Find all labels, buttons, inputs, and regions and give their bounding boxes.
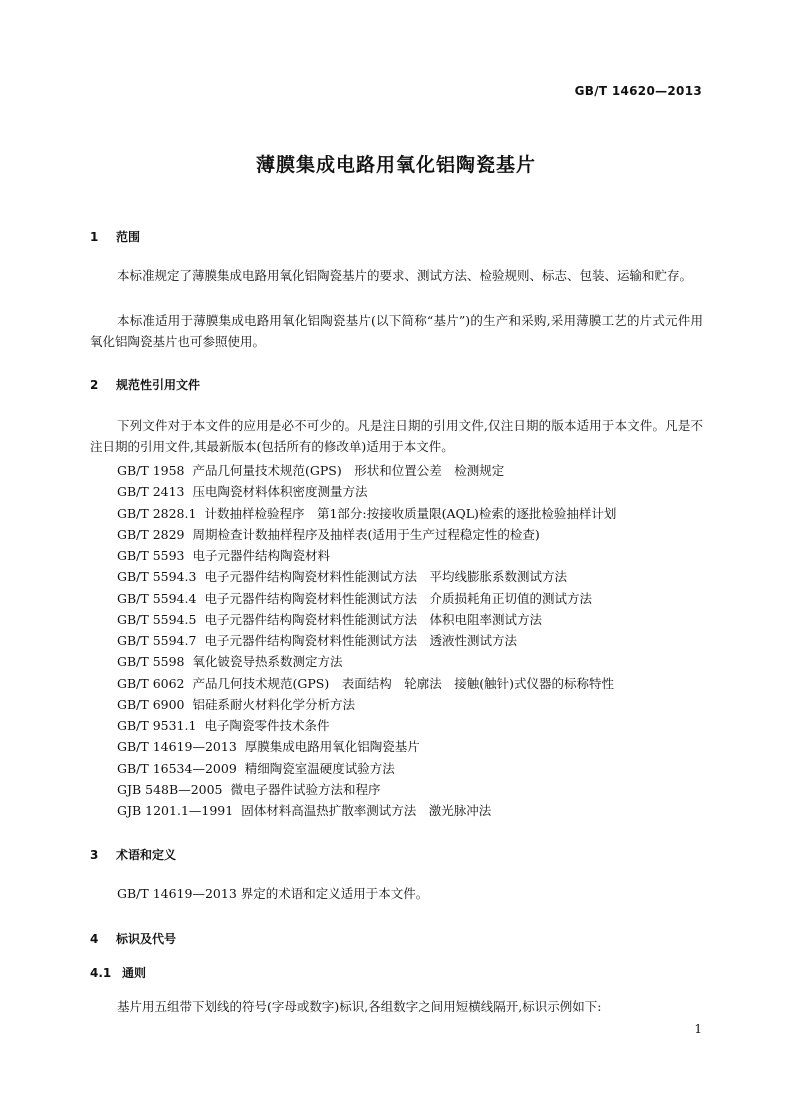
reference-item — [117, 588, 616, 609]
reference-code: GB/T 5594.5 — [117, 611, 197, 627]
section-number: 4.1 — [90, 966, 112, 980]
reference-title: 精细陶瓷室温硬度试验方法 — [244, 760, 395, 776]
reference-title: 电子元器件结构陶瓷材料性能测试方法 介质损耗角正切值的测试方法 — [204, 590, 592, 606]
section-number: 2 — [90, 378, 99, 392]
reference-title: 压电陶瓷材料体积密度测量方法 — [192, 484, 368, 500]
section-3-paragraph: GB/T 14619—2013 界定的术语和定义适用于本文件。 — [117, 886, 429, 901]
reference-title: 电子元器件结构陶瓷材料 — [192, 548, 331, 563]
reference-code: GB/T 2413 — [117, 484, 185, 500]
section-title: 术语和定义 — [116, 848, 177, 862]
reference-title: 铝硅系耐火材料化学分析方法 — [192, 696, 356, 712]
reference-title: 电子元器件结构陶瓷材料性能测试方法 体积电阻率测试方法 — [204, 611, 542, 627]
reference-title: 氧化铍瓷导热系数测定方法 — [192, 654, 343, 670]
section-3-heading — [90, 846, 176, 863]
reference-code: GB/T 5593 — [117, 548, 185, 563]
section-1-paragraph-2: 本标准适用于薄膜集成电路用氧化铝陶瓷基片(以下简称“基片”)的生产和采购,采用薄膜工艺的片式元件用氧化铝陶瓷基片也可参照使用。 — [90, 313, 703, 349]
reference-code: GB/T 5598 — [117, 654, 185, 670]
reference-code: GB/T 5594.7 — [117, 633, 197, 648]
reference-code: GB/T 5594.3 — [117, 569, 197, 585]
reference-item — [117, 545, 616, 566]
reference-code: GB/T 5594.4 — [117, 590, 197, 606]
reference-title: 微电子器件试验方法和程序 — [230, 781, 381, 797]
reference-title: 产品几何技术规范(GPS) 表面结构 轮廓法 接触(触针)式仪器的标称特性 — [192, 675, 614, 691]
reference-list — [117, 460, 616, 821]
reference-title: 电子元器件结构陶瓷材料性能测试方法 平均线膨胀系数测试方法 — [204, 569, 567, 585]
section-2-heading — [90, 376, 200, 393]
reference-item — [117, 609, 616, 630]
section-4-1-heading — [90, 964, 146, 981]
section-4-1-paragraph: 基片用五组带下划线的符号(字母或数字)标识,各组数字之间用短横线隔开,标识示例如下: — [117, 999, 602, 1014]
section-1-heading — [90, 228, 140, 245]
reference-item — [117, 673, 616, 694]
section-2-intro: 下列文件对于本文件的应用是必不可少的。凡是注日期的引用文件,仅注日期的版本适用于本文件。凡是不注日期的引用文件,其最新版本(包括所有的修改单)适用于本文件。 — [90, 418, 703, 454]
reference-item — [117, 566, 616, 587]
reference-code: GB/T 6062 — [117, 675, 185, 691]
document-title: 薄膜集成电路用氧化铝陶瓷基片 — [255, 154, 536, 176]
page-number: 1 — [694, 1022, 702, 1036]
reference-title: 固体材料高温热扩散率测试方法 激光脉冲法 — [241, 803, 492, 818]
reference-item — [117, 460, 616, 481]
reference-title: 计数抽样检验程序 第1部分:按接收质量限(AQL)检索的逐批检验抽样计划 — [204, 505, 617, 521]
reference-code: GB/T 6900 — [117, 696, 185, 712]
reference-item — [117, 779, 616, 800]
reference-item — [117, 758, 616, 779]
section-number: 1 — [90, 230, 99, 244]
reference-item — [117, 524, 616, 545]
reference-code: GB/T 9531.1 — [117, 718, 197, 733]
reference-code: GB/T 1958 — [117, 463, 185, 478]
reference-item — [117, 736, 616, 757]
section-title: 标识及代号 — [116, 932, 177, 946]
reference-code: GJB 548B—2005 — [117, 781, 223, 797]
reference-code: GB/T 2828.1 — [117, 505, 197, 521]
section-4-heading — [90, 930, 176, 947]
reference-item — [117, 503, 616, 524]
reference-code: GB/T 14619—2013 — [117, 739, 237, 755]
section-1-paragraph-1: 本标准规定了薄膜集成电路用氧化铝陶瓷基片的要求、测试方法、检验规则、标志、包装、运输和贮存。 — [117, 268, 693, 283]
reference-item — [117, 715, 616, 736]
section-title: 规范性引用文件 — [116, 378, 201, 392]
section-title: 通则 — [122, 966, 147, 980]
reference-code: GB/T 2829 — [117, 526, 185, 542]
reference-item — [117, 481, 616, 502]
reference-item — [117, 800, 616, 821]
section-number: 4 — [90, 932, 99, 946]
reference-code: GJB 1201.1—1991 — [117, 803, 234, 818]
reference-title: 产品几何量技术规范(GPS) 形状和位置公差 检测规定 — [192, 463, 505, 478]
reference-title: 厚膜集成电路用氧化铝陶瓷基片 — [244, 739, 420, 755]
standard-code: GB/T 14620—2013 — [574, 84, 702, 98]
section-number: 3 — [90, 848, 99, 862]
section-title: 范围 — [116, 230, 141, 244]
reference-title: 电子元器件结构陶瓷材料性能测试方法 透液性测试方法 — [204, 633, 517, 648]
reference-item — [117, 630, 616, 651]
reference-title: 周期检查计数抽样程序及抽样表(适用于生产过程稳定性的检查) — [192, 526, 540, 542]
reference-item — [117, 651, 616, 672]
reference-code: GB/T 16534—2009 — [117, 760, 237, 776]
reference-title: 电子陶瓷零件技术条件 — [204, 718, 330, 733]
reference-item — [117, 694, 616, 715]
